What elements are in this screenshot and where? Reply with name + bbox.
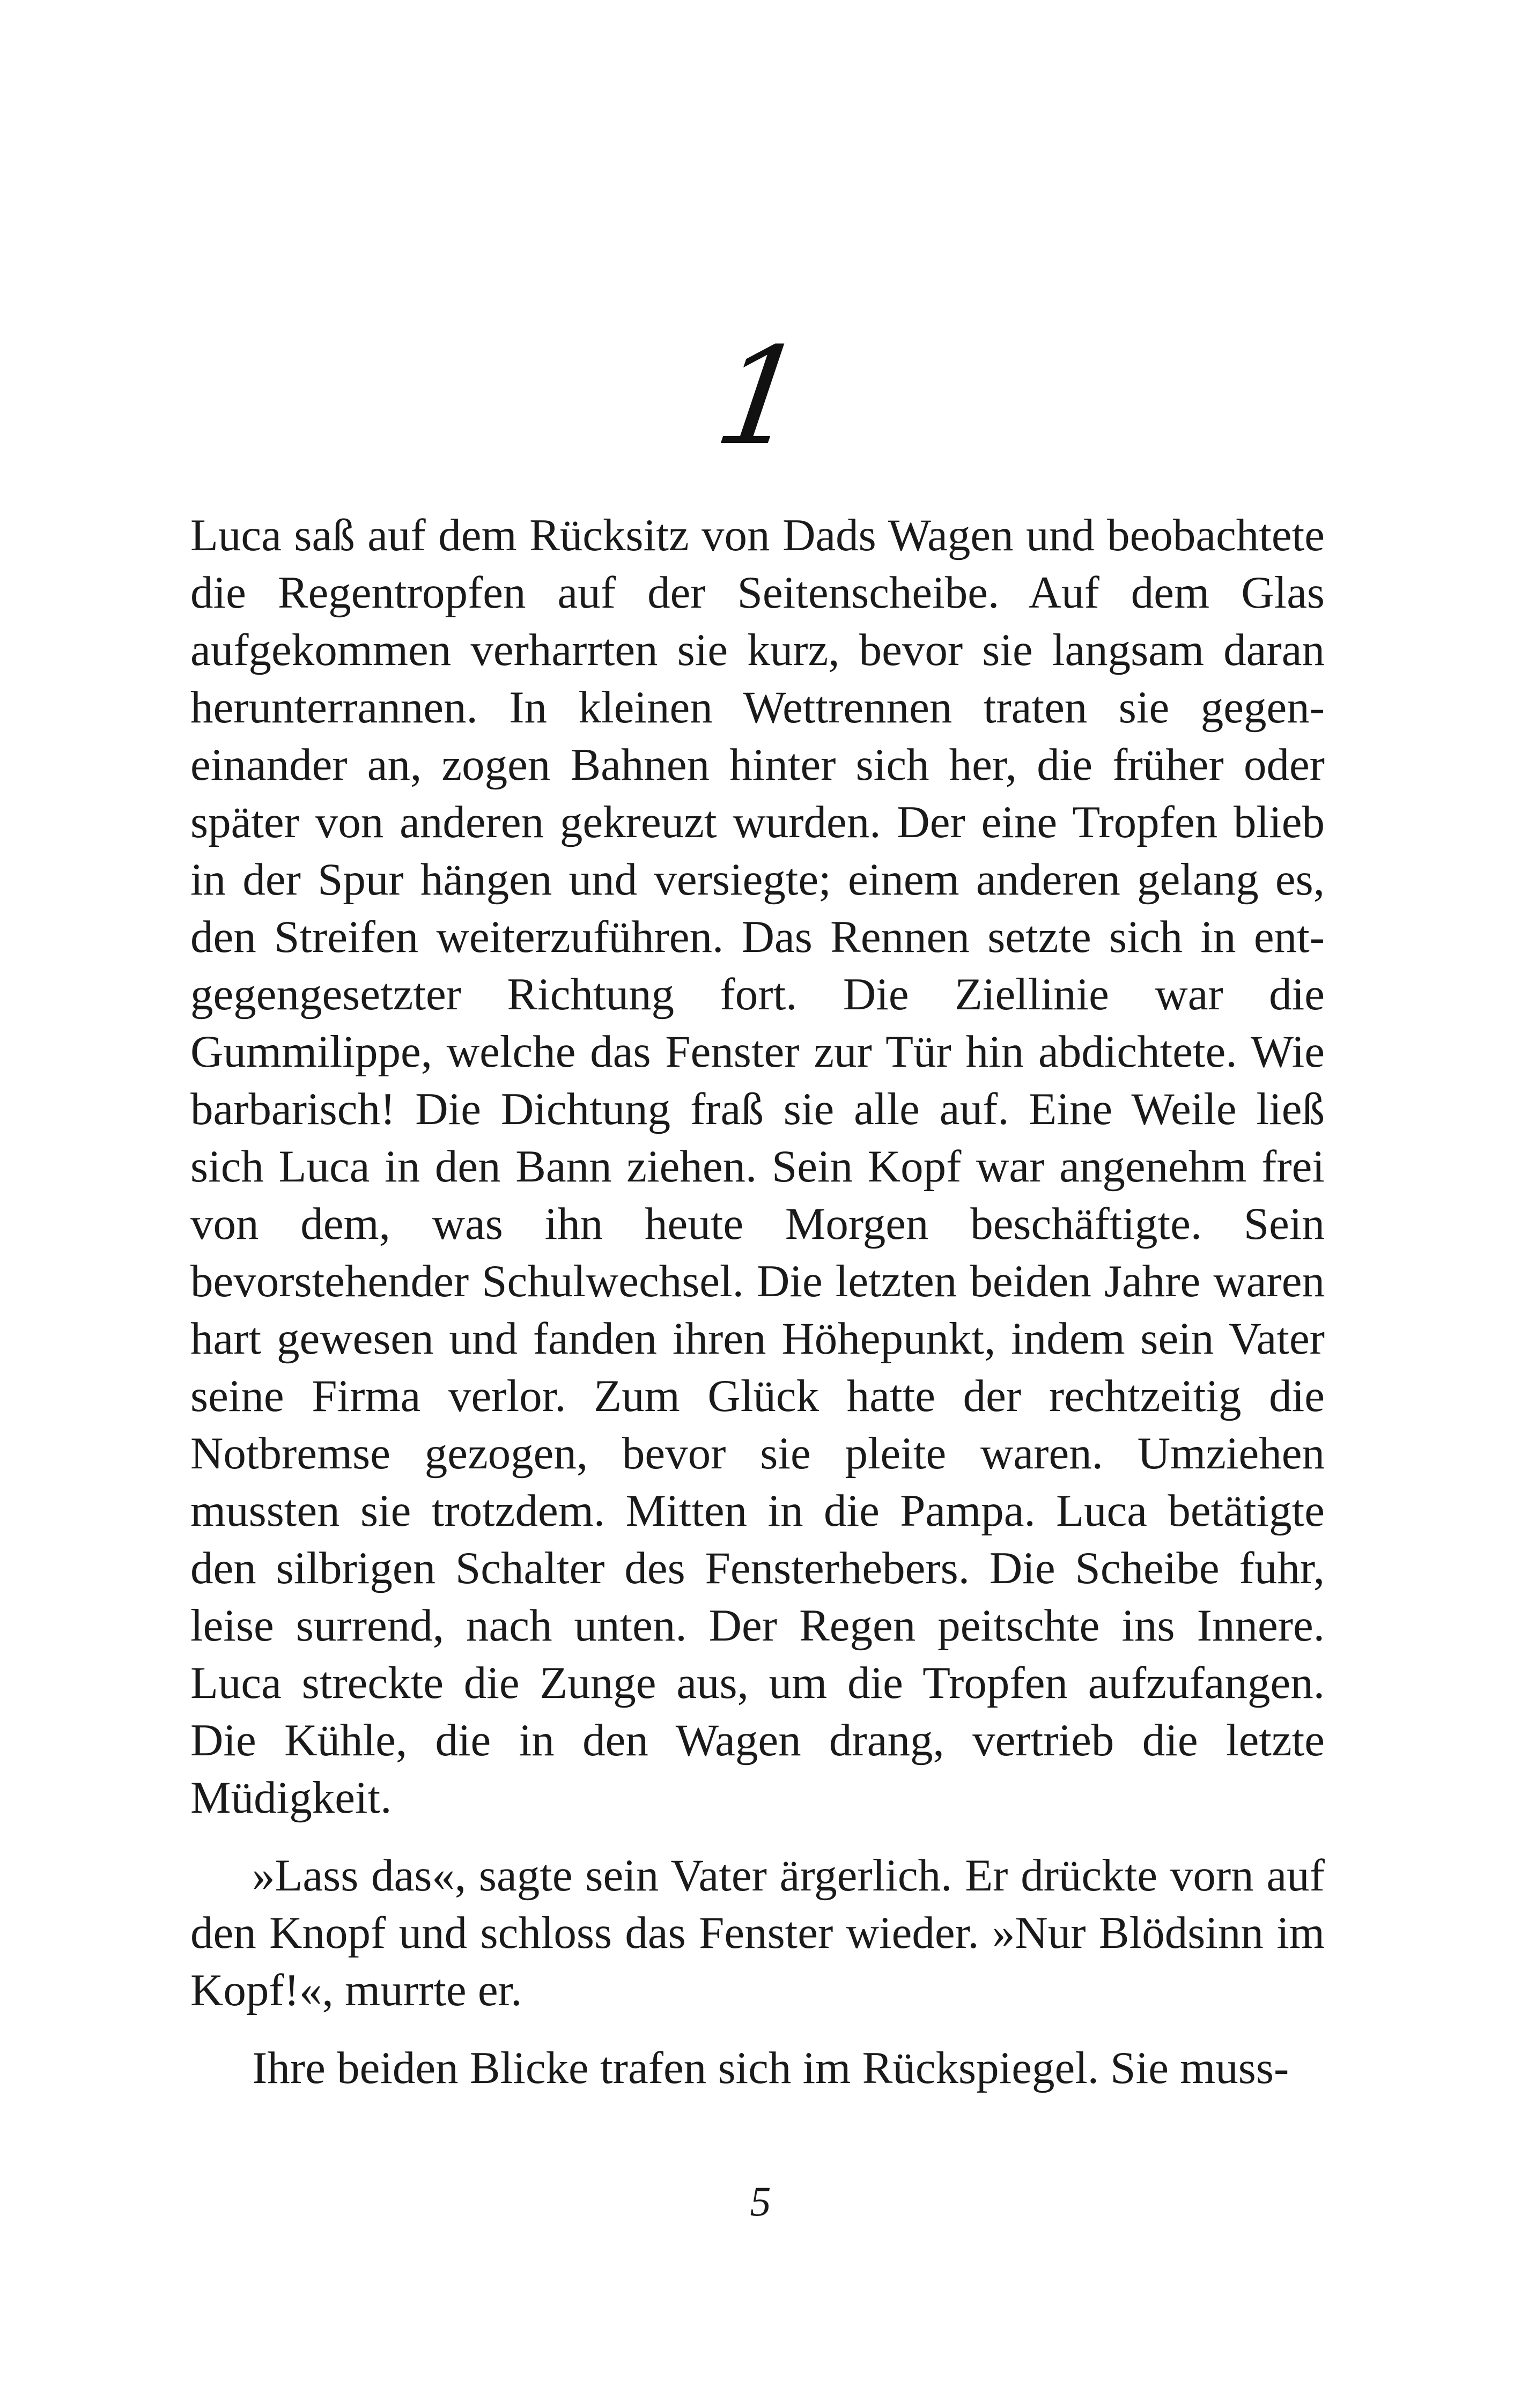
paragraph-2: »Lass das«, sagte sein Vater ärgerlich. Er drückte vorn auf den Knopf und schloss das Fenster wieder. »Nur Blödsinn im Kopf!«, murrte er. xyxy=(190,1850,1325,2015)
paragraph-1: Luca saß auf dem Rücksitz von Dads Wagen und beobachtete die Regentropfen auf der Seitenscheibe. Auf dem Glas aufgekommen verharrten sie kurz, bevor sie langsam daran herunterrannen. In kleinen Wettrennen traten sie gegeneinander an, zogen Bahnen hinter sich her, die früher oder später von anderen gekreuzt wurden. Der eine Tropfen blieb in der Spur hängen und versiegte; einem anderen gelang es, den Streifen weiterzuführen. Das Rennen setzte sich in entgegengesetzter Richtung fort. Die Ziellinie war die Gummilippe, welche das Fenster zur Tür hin abdichtete. Wie barbarisch! Die Dichtung fraß sie alle auf. Eine Weile ließ sich Luca in den Bann ziehen. Sein Kopf war angenehm frei von dem, was ihn heute Morgen beschäftigte. Sein bevorstehender Schulwechsel. Die letzten beiden Jahre waren hart gewesen und fanden ihren Höhepunkt, indem sein Vater seine Firma verlor. Zum Glück hatte der rechtzeitig die Notbremse gezogen, bevor sie pleite waren. Umziehen mussten sie trotzdem. Mitten in die Pampa. Luca betätigte den silbrigen Schalter des Fensterhebers. Die Scheibe fuhr, leise surrend, nach unten. Der Regen peitschte ins Innere. Luca streckte die Zunge aus, um die Tropfen aufzufangen. Die Kühle, die in den Wagen drang, vertrieb die letzte Müdigkeit. xyxy=(190,510,1325,1823)
page-number: 5 xyxy=(750,2178,771,2225)
chapter-number: 1 xyxy=(707,319,815,475)
body-text xyxy=(190,507,1325,2097)
paragraph-3: Ihre beiden Blicke trafen sich im Rückspiegel. Sie muss- xyxy=(252,2043,1289,2093)
